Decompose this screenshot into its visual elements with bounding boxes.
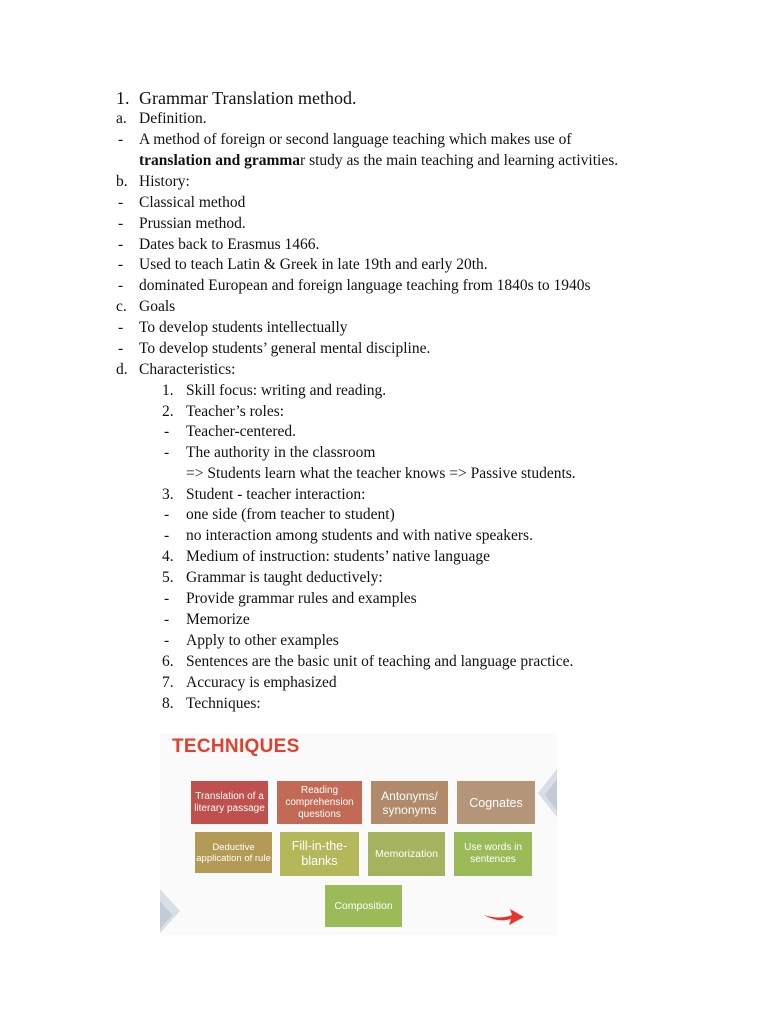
dash-bullet: - (118, 256, 124, 273)
technique-box: Cognates (457, 781, 535, 824)
section-heading: Characteristics: (139, 361, 236, 378)
title-number: 1. (116, 88, 130, 108)
technique-box: Use words in sentences (454, 832, 532, 876)
dash-bullet: - (118, 194, 124, 211)
note-line: => Students learn what the teacher knows => Passive students. (186, 465, 576, 482)
bold-phrase: translation and gramma (139, 152, 301, 169)
technique-box: Memorization (368, 832, 445, 876)
list-item: dominated European and foreign language teaching from 1840s to 1940s (139, 277, 591, 294)
technique-box: Deductive application of rule (195, 832, 272, 873)
definition-rest: r study as the main teaching and learning activities. (300, 152, 619, 169)
dash-bullet: - (164, 590, 170, 607)
list-item: Teacher’s roles: (186, 403, 285, 420)
definition-text: A method of foreign or second language teaching which makes use of (139, 131, 572, 148)
list-number: 7. (162, 674, 174, 691)
list-item: Techniques: (186, 695, 261, 712)
definition-text-cont (139, 151, 618, 170)
section-marker: a. (116, 110, 127, 127)
list-item: Student - teacher interaction: (186, 486, 366, 503)
dash-bullet: - (164, 527, 170, 544)
list-item: Dates back to Erasmus 1466. (139, 236, 320, 253)
list-item: Prussian method. (139, 215, 246, 232)
list-number: 1. (162, 382, 174, 399)
list-item: The authority in the classroom (186, 444, 376, 461)
dash-bullet: - (164, 632, 170, 649)
section-heading: Definition. (139, 110, 207, 127)
dash-bullet: - (118, 277, 124, 294)
list-number: 3. (162, 486, 174, 503)
list-item: no interaction among students and with native speakers. (186, 527, 533, 544)
section-heading: History: (139, 173, 190, 190)
technique-box: Fill-in-the-blanks (280, 832, 359, 876)
dash-bullet: - (164, 506, 170, 523)
dash-bullet: - (118, 236, 124, 253)
list-item: Classical method (139, 194, 246, 211)
dash-bullet: - (164, 423, 170, 440)
list-item: Grammar is taught deductively: (186, 569, 383, 586)
list-item: Memorize (186, 611, 250, 628)
list-number: 5. (162, 569, 174, 586)
list-number: 8. (162, 695, 174, 712)
list-item: Skill focus: writing and reading. (186, 382, 387, 399)
arrow-right-icon (482, 905, 526, 927)
chevron-decoration-icon (532, 769, 557, 817)
dash-bullet: - (118, 131, 124, 148)
list-item: Provide grammar rules and examples (186, 590, 417, 607)
list-number: 4. (162, 548, 174, 565)
dash-bullet: - (118, 319, 124, 336)
list-item: Sentences are the basic unit of teaching and language practice. (186, 653, 574, 670)
technique-box: Translation of a literary passage (191, 781, 268, 824)
section-marker: d. (116, 361, 128, 378)
list-item: To develop students’ general mental discipline. (139, 340, 431, 357)
section-marker: b. (116, 173, 128, 190)
section-marker: c. (116, 298, 127, 315)
list-item: one side (from teacher to student) (186, 506, 395, 523)
list-number: 2. (162, 403, 174, 420)
list-item: Apply to other examples (186, 632, 339, 649)
dash-bullet: - (118, 215, 124, 232)
chevron-decoration-icon (160, 889, 184, 935)
list-item: Accuracy is emphasized (186, 674, 337, 691)
list-item: Medium of instruction: students’ native language (186, 548, 491, 565)
list-item: Teacher-centered. (186, 423, 297, 440)
techniques-figure (160, 733, 557, 935)
technique-box: Composition (325, 885, 402, 927)
list-item: To develop students intellectually (139, 319, 348, 336)
section-heading: Goals (139, 298, 176, 315)
technique-box: Reading comprehension questions (277, 781, 362, 824)
list-number: 6. (162, 653, 174, 670)
figure-title: TECHNIQUES (172, 736, 300, 757)
dash-bullet: - (164, 444, 170, 461)
page-title: Grammar Translation method. (139, 88, 357, 108)
dash-bullet: - (164, 611, 170, 628)
dash-bullet: - (118, 340, 124, 357)
list-item: Used to teach Latin & Greek in late 19th and early 20th. (139, 256, 488, 273)
technique-box: Antonyms/ synonyms (371, 781, 448, 824)
